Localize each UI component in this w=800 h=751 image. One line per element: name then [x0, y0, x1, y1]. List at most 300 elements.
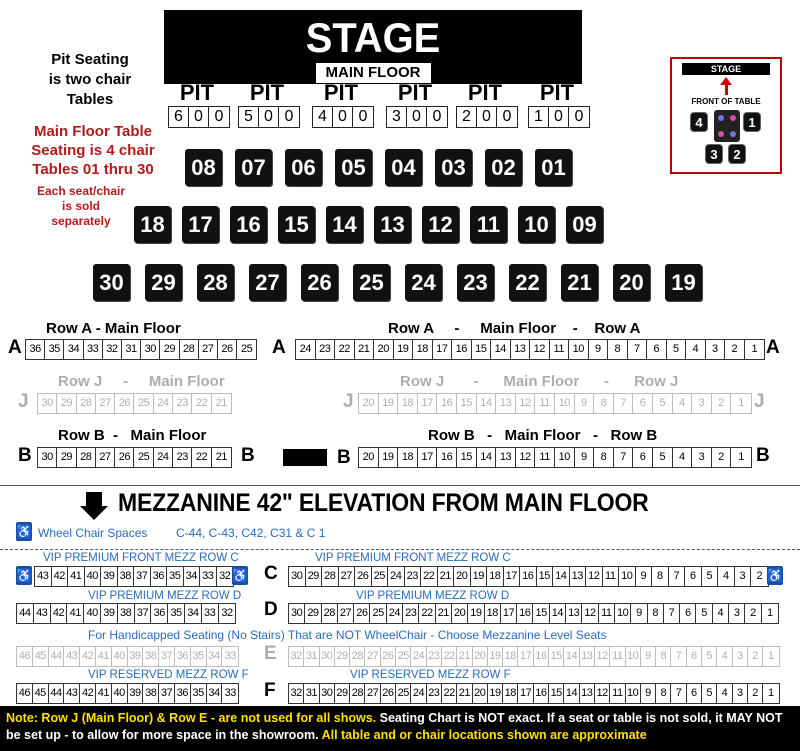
note-part-a: Note: Row J (Main Floor) & Row E - are not used for all shows. [6, 711, 377, 725]
seat: 12 [530, 340, 550, 359]
seat: 35 [167, 567, 184, 586]
seat: 32 [221, 607, 233, 619]
seat: 32 [103, 340, 122, 359]
seat: 16 [517, 604, 533, 623]
seat: 29 [57, 448, 76, 467]
pit-seat: 0 [333, 107, 353, 127]
seat: 13 [566, 604, 582, 623]
seat: 36 [151, 604, 168, 623]
seat: 17 [501, 604, 517, 623]
seat: 15 [472, 340, 492, 359]
seat: 5 [702, 567, 719, 586]
seat: 16 [452, 340, 472, 359]
seat: 23 [427, 684, 442, 703]
wheelchair-icon: ♿ [16, 568, 33, 583]
note-part-b: Seating Chart is NOT exact. If a seat or table is not sold, it MAY NOT be set up - to allow for more space in the showroom. [6, 711, 783, 742]
row-d-letter: D [264, 599, 278, 620]
seat: 18 [503, 647, 518, 666]
seat: 15 [549, 647, 564, 666]
row-a-letter: A [272, 337, 286, 358]
pit-seat: 0 [284, 108, 294, 125]
seat: 26 [381, 684, 396, 703]
seat: 8 [594, 394, 614, 413]
seat: 14 [477, 394, 497, 413]
row-d-left-seats [16, 603, 236, 624]
seat: 9 [631, 604, 647, 623]
down-arrow-stem [86, 492, 102, 506]
seat: 42 [52, 567, 69, 586]
seat: 7 [671, 684, 686, 703]
legend-front: FRONT OF TABLE [691, 97, 761, 106]
seat: 24 [296, 340, 316, 359]
seat: 33 [224, 650, 236, 662]
pit-label: PIT [249, 80, 285, 105]
seat: 30 [38, 394, 57, 413]
seat: 38 [143, 647, 159, 666]
table-23: 23 [457, 264, 494, 301]
seat: 11 [535, 448, 555, 467]
seat: 28 [322, 567, 339, 586]
row-b-letter: B [18, 445, 32, 466]
row-j-letter: J [343, 391, 354, 412]
seat: 34 [184, 567, 201, 586]
table-01: 01 [535, 149, 572, 186]
seat: 6 [685, 567, 702, 586]
row-a-right-label: Row A - Main Floor - Row A [388, 320, 641, 337]
seat: 4 [717, 684, 732, 703]
seat: 26 [115, 448, 134, 467]
seat: 20 [374, 340, 394, 359]
sold-info-line: is sold [61, 199, 100, 213]
row-c-left-seats [34, 566, 234, 587]
arrow-down-icon [80, 506, 108, 520]
seat: 19 [379, 394, 399, 413]
seat: 17 [418, 448, 438, 467]
table-30: 30 [93, 264, 130, 301]
seat: 2 [748, 647, 763, 666]
seat: 12 [582, 604, 598, 623]
row-d-left-label: VIP PREMIUM MEZZ ROW D [88, 590, 242, 602]
table-09: 09 [566, 206, 603, 243]
pit-label: PIT [467, 80, 503, 105]
seat: 6 [680, 604, 696, 623]
pit-seat: 0 [214, 108, 224, 125]
main-floor-label: MAIN FLOOR [315, 62, 432, 84]
seat: 7 [671, 647, 686, 666]
seat: 10 [615, 604, 631, 623]
seat: 21 [438, 567, 455, 586]
seat: 8 [594, 448, 614, 467]
seat: 27 [339, 567, 356, 586]
seat: 9 [641, 684, 656, 703]
row-f-right-seats [288, 683, 780, 704]
seat: 2 [756, 570, 763, 582]
seat: 34 [207, 684, 223, 703]
seat: 36 [175, 684, 191, 703]
pit-info-line: Tables [66, 91, 114, 108]
seat: 9 [589, 340, 609, 359]
table-28: 28 [197, 264, 234, 301]
legend-seat-number: 2 [733, 147, 741, 162]
seat: 10 [626, 684, 641, 703]
seat: 1 [766, 607, 773, 619]
seat: 46 [17, 647, 33, 666]
table-05: 05 [335, 149, 372, 186]
table-11: 11 [470, 206, 507, 243]
seat: 6 [687, 647, 702, 666]
seat: 30 [289, 567, 306, 586]
seat: 10 [626, 647, 641, 666]
seat: 24 [154, 394, 173, 413]
seat: 1 [738, 451, 744, 463]
table-info [18, 122, 168, 179]
seat: 38 [118, 604, 135, 623]
seat: 19 [379, 448, 399, 467]
seat: 6 [633, 394, 653, 413]
seat: 5 [653, 394, 673, 413]
row-j-letter: J [754, 391, 765, 412]
seat: 15 [457, 394, 477, 413]
seat: 16 [534, 684, 549, 703]
seat: 21 [215, 451, 227, 463]
row-e-right-seats [288, 646, 780, 667]
row-f-right-label: VIP RESERVED MEZZ ROW F [350, 669, 511, 681]
table-info-line: Main Floor Table [33, 123, 153, 140]
seat: 43 [34, 604, 51, 623]
stage [164, 10, 582, 84]
seat: 13 [570, 567, 587, 586]
seat: 11 [535, 394, 555, 413]
row-b-left-label: Row B - Main Floor [58, 427, 207, 444]
mezz-divider [0, 549, 800, 550]
row-a-left-seats [25, 339, 257, 360]
seat: 7 [614, 394, 634, 413]
seat: 11 [603, 567, 620, 586]
seat: 35 [168, 604, 185, 623]
seat: 4 [673, 448, 693, 467]
seat: 43 [64, 647, 80, 666]
seat: 36 [151, 567, 168, 586]
seat: 37 [134, 567, 151, 586]
seat: 7 [628, 340, 648, 359]
seat: 24 [387, 604, 403, 623]
seat: 16 [437, 448, 457, 467]
seat: 9 [575, 448, 595, 467]
table-info-line: Tables 01 thru 30 [32, 161, 154, 178]
row-b-letter: B [756, 445, 770, 466]
seat: 15 [549, 684, 564, 703]
row-e-letter: E [264, 643, 277, 664]
seat: 1 [768, 650, 774, 662]
seat: 27 [199, 340, 218, 359]
seat: 17 [433, 340, 453, 359]
seat: 39 [101, 604, 118, 623]
seat: 32 [289, 647, 304, 666]
seat: 1 [738, 397, 744, 409]
seat: 28 [350, 647, 365, 666]
seat: 41 [96, 647, 112, 666]
row-b-letter: B [241, 445, 255, 466]
seat: 26 [218, 340, 237, 359]
seat: 28 [180, 340, 199, 359]
seat: 27 [365, 684, 380, 703]
seat: 26 [381, 647, 396, 666]
seat: 6 [633, 448, 653, 467]
seat: 17 [518, 684, 533, 703]
seat: 16 [437, 394, 457, 413]
pit-seat: 0 [549, 107, 569, 127]
seat: 10 [569, 340, 589, 359]
pit-seat: 0 [189, 107, 209, 127]
seat: 12 [595, 647, 610, 666]
seat: 25 [396, 647, 411, 666]
pit-label: PIT [397, 80, 433, 105]
seat: 20 [359, 448, 379, 467]
seat: 14 [553, 567, 570, 586]
seat: 27 [365, 647, 380, 666]
row-d-right-label: VIP PREMIUM MEZZ ROW D [356, 590, 510, 602]
seat: 19 [394, 340, 414, 359]
wheelchair-label: Wheel Chair Spaces [38, 526, 148, 540]
seat: 5 [702, 684, 717, 703]
row-j-left-seats [37, 393, 232, 414]
seat: 31 [304, 647, 319, 666]
table-12: 12 [422, 206, 459, 243]
seat: 3 [692, 394, 712, 413]
seat: 34 [207, 647, 223, 666]
seat: 33 [200, 567, 217, 586]
seat: 2 [712, 394, 732, 413]
seat: 22 [192, 448, 211, 467]
seat: 22 [442, 684, 457, 703]
table-03: 03 [435, 149, 472, 186]
seat: 5 [653, 448, 673, 467]
table-13: 13 [374, 206, 411, 243]
seat: 35 [45, 340, 64, 359]
seat: 14 [550, 604, 566, 623]
table-legend [670, 57, 782, 174]
seat: 46 [17, 684, 33, 703]
row-b-letter: B [337, 447, 351, 468]
seat: 22 [335, 340, 355, 359]
seat: 34 [185, 604, 202, 623]
pit-seat: 0 [502, 108, 512, 125]
seat: 28 [350, 684, 365, 703]
row-b-right-seats [358, 447, 752, 468]
row-f-letter: F [264, 680, 276, 701]
seat: 24 [388, 567, 405, 586]
footer-note [0, 706, 800, 751]
row-a-letter: A [8, 337, 22, 358]
row-j-right-label: Row J - Main Floor - Row J [400, 373, 679, 390]
seat: 1 [751, 343, 758, 355]
seat: 17 [504, 567, 521, 586]
seat: 15 [537, 567, 554, 586]
pit-seat: 2 [457, 107, 477, 127]
seat: 18 [503, 684, 518, 703]
table-16: 16 [230, 206, 267, 243]
seat: 44 [49, 684, 65, 703]
pit-seat: 1 [529, 107, 549, 127]
seat: 17 [518, 647, 533, 666]
seat: 13 [496, 394, 516, 413]
seat: 4 [717, 647, 732, 666]
seat: 23 [403, 604, 419, 623]
pit-seat: 6 [169, 107, 189, 127]
seat: 12 [516, 394, 536, 413]
legend-table [672, 106, 780, 166]
pit-table [386, 106, 448, 128]
legend-seat [690, 112, 708, 132]
legend-seat-number: 4 [695, 115, 703, 130]
seat: 4 [686, 340, 706, 359]
legend-seat [728, 144, 746, 164]
seat: 3 [692, 448, 712, 467]
seat: 12 [516, 448, 536, 467]
table-10: 10 [518, 206, 555, 243]
seat: 8 [656, 684, 671, 703]
table-21: 21 [561, 264, 598, 301]
row-j-right-seats [358, 393, 752, 414]
seat: 25 [372, 567, 389, 586]
seat: 8 [652, 567, 669, 586]
seat: 3 [706, 340, 726, 359]
seat: 24 [411, 684, 426, 703]
seat: 18 [485, 604, 501, 623]
seat: 27 [338, 604, 354, 623]
seat: 42 [80, 684, 96, 703]
pit-seat: 0 [259, 107, 279, 127]
seat: 31 [304, 684, 319, 703]
seat: 9 [641, 647, 656, 666]
seat: 26 [115, 394, 134, 413]
pit-label: PIT [539, 80, 575, 105]
seat: 21 [457, 647, 472, 666]
table-25: 25 [353, 264, 390, 301]
row-c-right-label: VIP PREMIUM FRONT MEZZ ROW C [315, 552, 511, 564]
row-a-letter: A [766, 337, 780, 358]
seat: 27 [96, 394, 115, 413]
seat: 15 [457, 448, 477, 467]
seat: 39 [128, 647, 144, 666]
seat: 4 [718, 567, 735, 586]
pit-table [238, 106, 300, 128]
seat: 23 [316, 340, 336, 359]
table-29: 29 [145, 264, 182, 301]
seat: 24 [154, 448, 173, 467]
seat: 26 [355, 567, 372, 586]
row-c-left-label: VIP PREMIUM FRONT MEZZ ROW C [43, 552, 239, 564]
seat: 29 [335, 647, 350, 666]
handicap-note: For Handicapped Seating (No Stairs) That are NOT WheelChair - Choose Mezzanine Level Seats [88, 628, 607, 642]
seat: 22 [442, 647, 457, 666]
pit-table [168, 106, 230, 128]
seat: 6 [687, 684, 702, 703]
seat: 18 [398, 448, 418, 467]
mezzanine-title: MEZZANINE 42" ELEVATION FROM MAIN FLOOR [118, 489, 649, 517]
pit-table [528, 106, 590, 128]
pit-label: PIT [323, 80, 359, 105]
seat: 30 [320, 684, 335, 703]
seat: 30 [141, 340, 160, 359]
row-b-left-seats [37, 447, 232, 468]
seat: 41 [96, 684, 112, 703]
seat: 8 [608, 340, 628, 359]
seat: 11 [610, 684, 625, 703]
seat: 13 [496, 448, 516, 467]
legend-seat [705, 144, 723, 164]
row-a-left-label: Row A - Main Floor [46, 320, 181, 337]
seat: 37 [135, 604, 152, 623]
row-b-right-label: Row B - Main Floor - Row B [428, 427, 658, 444]
seat: 45 [33, 647, 49, 666]
table-26: 26 [301, 264, 338, 301]
pit-table [456, 106, 518, 128]
legend-stage: STAGE [682, 63, 770, 75]
section-divider [0, 485, 800, 486]
seat: 42 [51, 604, 68, 623]
seat: 40 [112, 684, 128, 703]
pit-seat: 0 [358, 108, 368, 125]
seat: 9 [636, 567, 653, 586]
seat: 28 [77, 394, 96, 413]
row-a-right-seats [295, 339, 765, 360]
row-c-letter: C [264, 563, 278, 584]
seat: 10 [555, 448, 575, 467]
seat: 33 [202, 604, 219, 623]
row-j-letter: J [18, 391, 29, 412]
seat: 20 [473, 684, 488, 703]
seat: 3 [735, 567, 752, 586]
seat: 35 [191, 647, 207, 666]
seat: 25 [241, 343, 253, 355]
row-e-left-seats [16, 646, 239, 667]
seat: 22 [421, 567, 438, 586]
seat: 21 [457, 684, 472, 703]
table-17: 17 [182, 206, 219, 243]
seat: 26 [354, 604, 370, 623]
seat: 40 [112, 647, 128, 666]
seat: 16 [520, 567, 537, 586]
arrow-stem [725, 85, 728, 95]
pit-seat: 5 [239, 107, 259, 127]
seat: 36 [26, 340, 45, 359]
seat: 11 [550, 340, 570, 359]
seat: 18 [398, 394, 418, 413]
seat: 36 [175, 647, 191, 666]
seat: 31 [122, 340, 141, 359]
seat: 14 [564, 684, 579, 703]
seat: 40 [84, 604, 101, 623]
seat: 21 [436, 604, 452, 623]
seat: 33 [84, 340, 103, 359]
seat: 19 [488, 647, 503, 666]
seat: 4 [713, 604, 729, 623]
pit-seat: 3 [387, 107, 407, 127]
wheelchair-seats: C-44, C-43, C42, C31 & C 1 [176, 526, 326, 540]
pit-seat: 4 [313, 107, 333, 127]
arrow-up-icon [720, 77, 732, 85]
seat: 6 [647, 340, 667, 359]
seat: 20 [359, 394, 379, 413]
sold-info-line: Each seat/chair [36, 184, 126, 198]
seat: 3 [729, 604, 745, 623]
seat: 38 [118, 567, 135, 586]
seat: 33 [224, 687, 236, 699]
seat: 28 [77, 448, 96, 467]
seat: 5 [696, 604, 712, 623]
seat: 28 [322, 604, 338, 623]
